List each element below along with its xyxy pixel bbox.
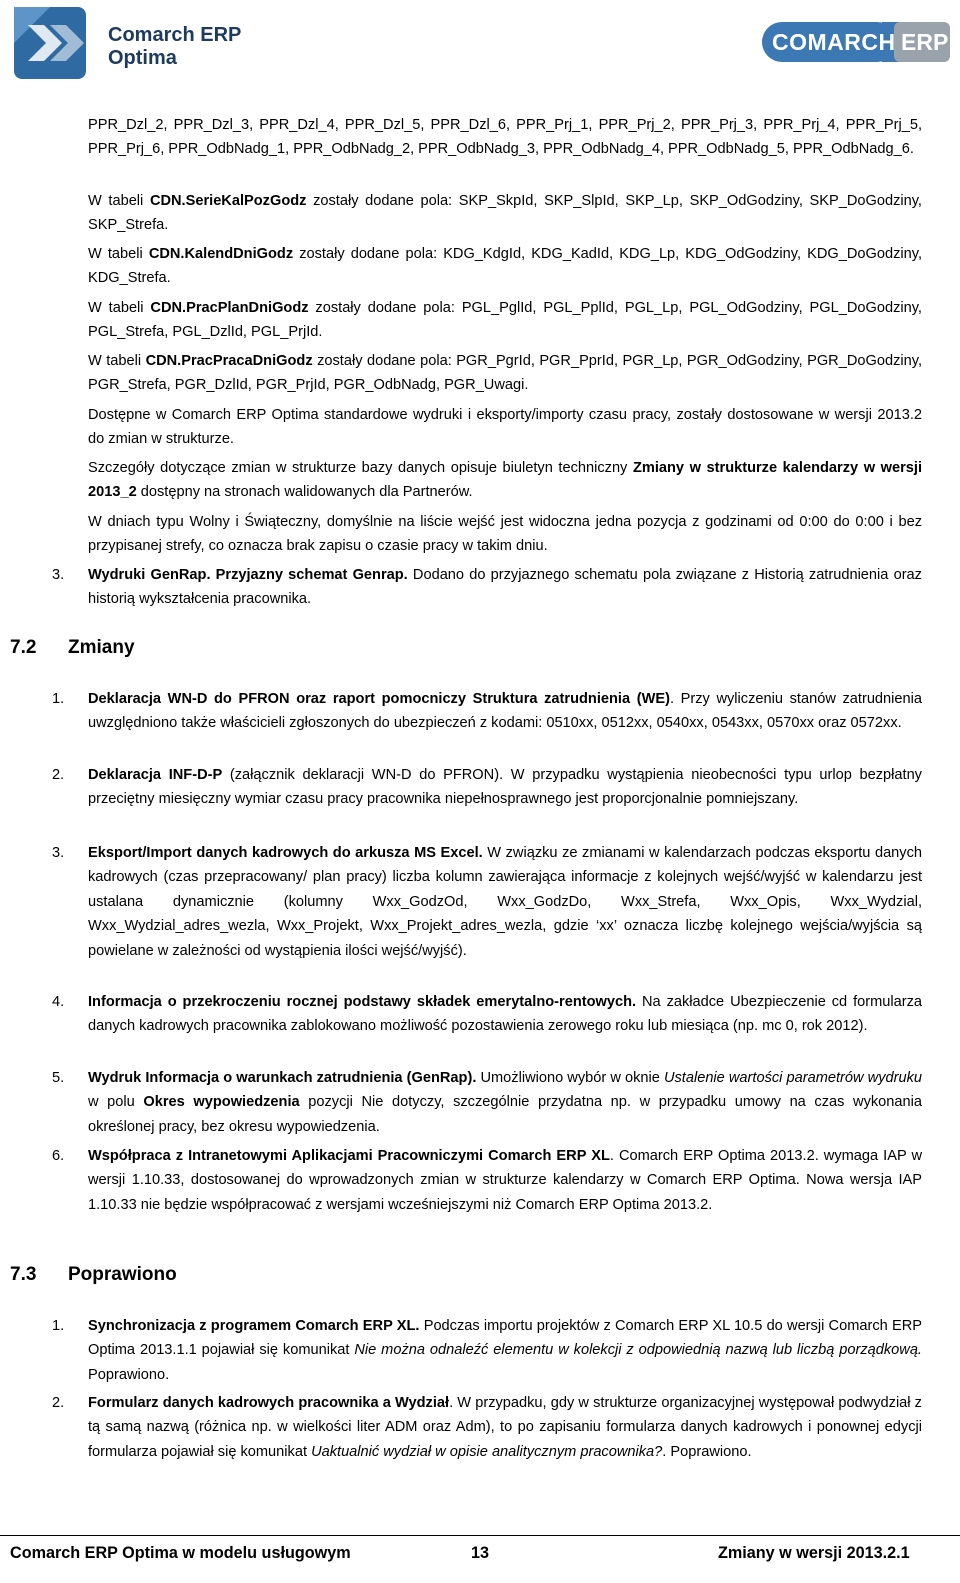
list-number: 4.	[52, 994, 65, 1010]
section-heading-7-2: 7.2 Zmiany	[10, 637, 135, 658]
section-heading-7-3: 7.3 Poprawiono	[10, 1264, 177, 1285]
comarch-erp-optima-logo	[14, 7, 254, 79]
intro-paragraph-6: Dostępne w Comarch ERP Optima standardowe wydruki i eksporty/importy czasu pracy, zostały dostosowane w wersji 2013.2 do zmian w strukturze.	[88, 407, 922, 448]
intro-paragraph-3: W tabeli CDN.KalendDniGodz zostały dodane pola: KDG_KdgId, KDG_KadId, KDG_Lp, KDG_OdGodziny, KDG_DoGodziny, KDG_Strefa.	[88, 246, 922, 287]
intro-paragraph-4: W tabeli CDN.PracPlanDniGodz zostały dodane pola: PGL_PglId, PGL_PplId, PGL_Lp, PGL_OdGodziny, PGL_DoGodziny, PGL_Strefa, PGL_DzlId, PGL_PrjId.	[88, 300, 922, 341]
list-item-inf-d-p: Deklaracja INF-D-P (załącznik deklaracji WN-D do PFRON). W przypadku wystąpienia nieobecności typu urlop bezpłatny przeciętny miesięczny wymiar czasu pracy pracownika niepełnosprawnego jest proporcjonalnie pomniejszany.	[88, 767, 922, 808]
intro-paragraph-8: W dniach typu Wolny i Świąteczny, domyślnie na liście wejść jest widoczna jedna pozycja z godzinami od 0:00 do 0:00 i bez przypisanej strefy, co oznacza brak zapisu o czasie pracy w takim dniu.	[88, 514, 922, 555]
list-item-synchronizacja-xl: Synchronizacja z programem Comarch ERP XL. Podczas importu projektów z Comarch ERP XL 10.5 do wersji Comarch ERP Optima 2013.1.1 pojawiał się komunikat Nie można odnaleźć elementu w kolekcji z odpowiednią nazwą lub liczbą porządkową. Poprawiono.	[88, 1318, 922, 1383]
footer-version: Zmiany w wersji 2013.2.1	[718, 1544, 910, 1562]
list-item-wydruki-genrap: Wydruki GenRap. Przyjazny schemat Genrap. Dodano do przyjaznego schematu pola związane z Historią zatrudnienia oraz historią wykształcenia pracownika.	[88, 567, 922, 608]
list-number: 5.	[52, 1070, 65, 1086]
list-number: 2.	[52, 767, 65, 783]
list-item-wn-d: Deklaracja WN-D do PFRON oraz raport pomocniczy Struktura zatrudnienia (WE). Przy wyliczeniu stanów zatrudnienia uwzględniono także właścicieli zgłoszonych do ubezpieczeń z kodami: 0510xx, 0512xx, 0540xx, 0543xx, 0570xx oraz 0572xx.	[88, 691, 923, 732]
brand-line-1: Comarch ERP	[108, 24, 242, 46]
optima-emblem-icon	[14, 7, 86, 79]
list-number: 1.	[52, 691, 65, 707]
erp-badge: ERP	[901, 29, 949, 55]
comarch-wordmark: COMARCH	[772, 29, 896, 55]
list-item-wydruk-informacja: Wydruk Informacja o warunkach zatrudnienia (GenRap). Umożliwiono wybór w oknie Ustalenie wartości parametrów wydruku w polu Okres wypowiedzenia pozycji Nie dotyczy, szczególnie przydatna np. w przypadku umowy na czas wykonania określonej pracy, bez okresu wypowiedzenia.	[88, 1070, 923, 1135]
list-number: 3.	[52, 567, 65, 583]
footer-title: Comarch ERP Optima w modelu usługowym	[10, 1544, 351, 1562]
list-number: 1.	[52, 1318, 65, 1334]
list-item-podstawa-skladek: Informacja o przekroczeniu rocznej podstawy składek emerytalno-rentowych. Na zakładce Ubezpieczenie cd formularza danych kadrowych pracownika zablokowano możliwość pozostawienia zerowego roku lub miesiąca (np. mc 0, rok 2012).	[88, 994, 923, 1035]
list-number: 6.	[52, 1148, 65, 1164]
brand-line-2: Optima	[108, 47, 177, 69]
list-number: 2.	[52, 1395, 65, 1411]
intro-paragraph-5: W tabeli CDN.PracPracaDniGodz zostały dodane pola: PGR_PgrId, PGR_PprId, PGR_Lp, PGR_OdGodziny, PGR_DoGodziny, PGR_Strefa, PGR_DzlId, PGR_PrjId, PGR_OdbNadg, PGR_Uwagi.	[88, 353, 922, 394]
list-number: 3.	[52, 845, 65, 861]
intro-paragraph-2: W tabeli CDN.SerieKalPozGodz zostały dodane pola: SKP_SkpId, SKP_SlpId, SKP_Lp, SKP_OdGodziny, SKP_DoGodziny, SKP_Strefa.	[88, 193, 922, 234]
footer-divider	[0, 1535, 960, 1536]
comarch-erp-logo	[762, 22, 950, 62]
list-item-formularz-wydzial: Formularz danych kadrowych pracownika a Wydział. W przypadku, gdy w strukturze organizacyjnej występował podwydział z tą samą nazwą (różnica np. w wielkości liter ADM oraz Adm), to po zapisaniu formularza danych kadrowych i ponownej edycji formularza pojawiał się komunikat Uaktualnić wydział w opisie analitycznym pracownika?. Poprawiono.	[88, 1395, 922, 1460]
page-number: 13	[471, 1544, 490, 1562]
list-item-eksport-import: Eksport/Import danych kadrowych do arkusza MS Excel. W związku ze zmianami w kalendarzach podczas eksportu danych kadrowych (czas przepracowany/ plan pracy) liczba kolumn zawierająca informacje z kolejnych wejść/wyjść w kalendarzu jest ustalana dynamicznie (kolumny Wxx_GodzOd, Wxx_GodzDo, Wxx_Strefa, Wxx_Opis, Wxx_Wydzial, Wxx_Wydzial_adres_wezla, Wxx_Projekt, Wxx_Projekt_adres_wezla, gdzie ‘xx’ oznacza liczbę kolejnego wejścia/wyjścia są powielane w zależności od wystąpienia ilości wejść/wyjść).	[88, 845, 923, 959]
list-item-wspolpraca-iap: Współpraca z Intranetowymi Aplikacjami Pracowniczymi Comarch ERP XL. Comarch ERP Optima 2013.2. wymaga IAP w wersji 1.10.33, dostosowanej do wprowadzonych zmian w strukturze kalendarzy w Comarch ERP Optima. Nowa wersja IAP 1.10.33 nie będzie współpracować z wersjami wcześniejszymi niż Comarch ERP Optima 2013.2.	[88, 1148, 923, 1213]
intro-paragraph-1: PPR_Dzl_2, PPR_Dzl_3, PPR_Dzl_4, PPR_Dzl_5, PPR_Dzl_6, PPR_Prj_1, PPR_Prj_2, PPR_Prj_3, PPR_Prj_4, PPR_Prj_5, PPR_Prj_6, PPR_OdbNadg_1, PPR_OdbNadg_2, PPR_OdbNadg_3, PPR_OdbNadg_4, PPR_OdbNadg_5, PPR_OdbNadg_6.	[88, 117, 922, 158]
intro-paragraph-7: Szczegóły dotyczące zmian w strukturze bazy danych opisuje biuletyn techniczny Zmiany w strukturze kalendarzy w wersji 2013_2 dostępny na stronach walidowanych dla Partnerów.	[88, 460, 922, 501]
